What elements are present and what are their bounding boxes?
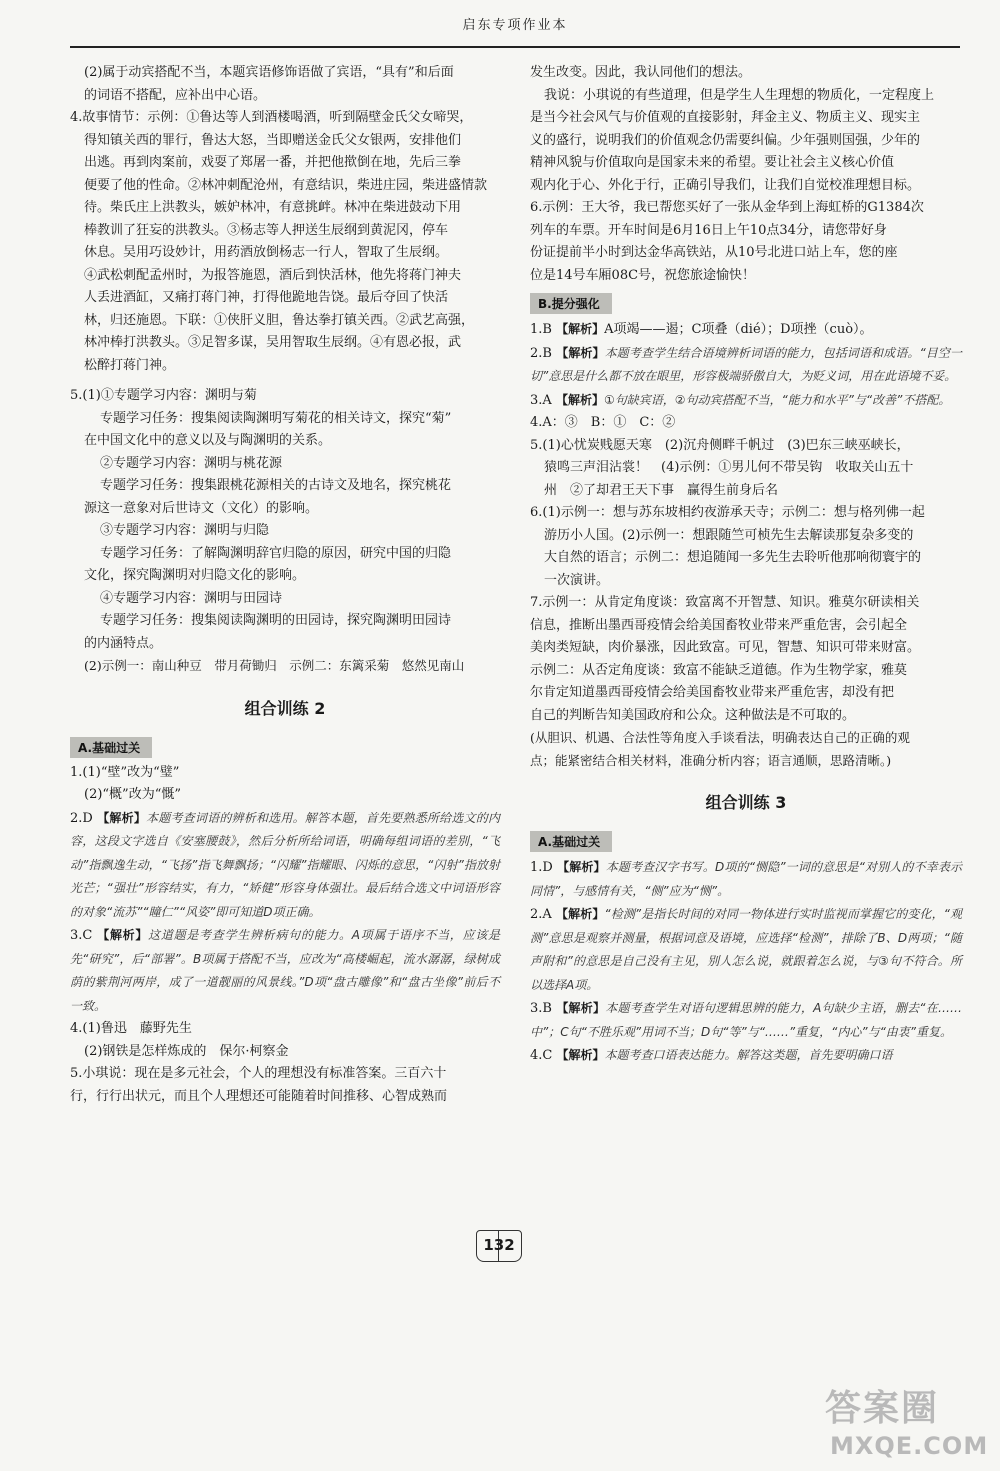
analysis-text: 本题考查学生结合语境辨析词语的能力，包括词语和成语。“目空一切”意思是什么都不放在眼里，形容极端骄傲自大，为贬义词，用在此语境不妥。 xyxy=(530,345,962,383)
answer-key: 4.C xyxy=(530,1048,553,1063)
analysis-label: 【解析】 xyxy=(97,810,147,825)
analysis-text: 本题考查汉字书写。D项的“恻隐”一词的意思是“对别人的不幸表示同情”，与感情有关，“侧”应为“恻”。 xyxy=(530,860,962,898)
section-badge: B.提分强化 xyxy=(530,293,612,314)
text-line: (2)钢铁是怎样炼成的 保尔·柯察金 xyxy=(84,1043,289,1059)
text-line: 人丢进酒缸，又痛打蒋门神，打得他跪地告饶。最后夺回了快活 xyxy=(84,290,449,305)
section-badge: A.基础过关 xyxy=(530,831,612,852)
text-line: 我说：小琪说的有些道理，但是学生人生理想的物质化，一定程度上 xyxy=(544,87,935,103)
analysis-text: 本题考查口语表达能力。解答这类题，首先要明确口语 xyxy=(604,1048,893,1062)
text-line: 得知镇关西的罪行，鲁达大怒，当即赠送金氏父女银两，安排他们 xyxy=(84,132,462,148)
text-line: 4.A：③ B：① C：② xyxy=(530,415,676,430)
watermark-url: MXQE.COM xyxy=(830,1432,989,1460)
text-line: 6.(1)示例一：想与苏东坡相约夜游承天寺；示例二：想与格列佛一起 xyxy=(530,505,925,520)
text-line: (2)示例一：南山种豆 带月荷锄归 示例二：东篱采菊 悠然见南山 xyxy=(84,658,465,673)
text-line: (2)“概”改为“慨” xyxy=(84,787,181,802)
text-line: (2)属于动宾搭配不当，本题宾语修饰语做了宾语，“具有”和后面 xyxy=(84,65,454,80)
text-line: 棒教训了狂妄的洪教头。③杨志等人押送生辰纲到黄泥冈，停车 xyxy=(84,222,449,238)
text-line: 的词语不搭配，应补出中心语。 xyxy=(84,87,267,103)
text-line: 便要了他的性命。②林冲刺配沧州，有意结识，柴进庄园，柴进盛情款 xyxy=(84,177,488,193)
text-line: 专题学习任务：搜集阅读陶渊明的田园诗，探究陶渊明田园诗 xyxy=(100,613,452,628)
analysis-label: 【解析】 xyxy=(556,1048,605,1062)
text-line: 大自然的语言；示例二：想追随闻一多先生去聆听他那响彻寰宇的 xyxy=(544,550,922,565)
text-line: 信息，推断出墨西哥疫情会给美国畜牧业带来严重危害，会引起全 xyxy=(530,617,908,633)
answer-item xyxy=(530,997,962,1044)
text-line: 林，归还施恩。下联：①侠肝义胆，鲁达拳打镇关西。②武艺高强， xyxy=(84,312,475,328)
text-line: 林冲棒打洪教头。③足智多谋，吴用智取生辰纲。④有恩必报，武 xyxy=(84,335,462,350)
text-line: 5.小琪说：现在是多元社会，个人的理想没有标准答案。三百六十 xyxy=(70,1066,447,1081)
text-line: 4.(1)鲁迅 藤野先生 xyxy=(70,1021,192,1036)
watermark xyxy=(800,1380,1000,1471)
text-line: 专题学习任务：了解陶渊明辞官归隐的原因，研究中国的归隐 xyxy=(100,545,452,561)
section-title: 组合训练 2 xyxy=(244,698,326,718)
text-line: ③专题学习内容：渊明与归隐 xyxy=(100,523,270,538)
text-line: 义的盛行，说明我们的价值观念仍需要纠偏。少年强则国强，少年的 xyxy=(530,132,921,148)
answer-item xyxy=(530,389,962,413)
text-line: 文化，探究陶渊明对归隐文化的影响。 xyxy=(84,568,306,583)
left-column xyxy=(70,62,500,1108)
text-line: 点；能紧密结合相关材料，准确分析内容；语言通顺，思路清晰。) xyxy=(530,752,892,768)
text-line: 待。柴氏庄上洪教头，嫉妒林冲，有意挑衅。林冲在柴进鼓动下用 xyxy=(84,200,462,215)
analysis-text: 这道题是考查学生辨析病句的能力。A项属于语序不当，应该是先“研究”，后“部署”。B项属于搭配不当，应改为“高楼崛起，流水潺潺，绿树成荫的紫荆河两岸，成了一道靓丽的风景线。”D项“盘古雕像”和“盘古坐像”前后不一致。 xyxy=(70,928,500,1013)
page-number-text: 132 xyxy=(483,1236,515,1254)
text-line: 休息。吴用巧设妙计，用药酒放倒杨志一行人，智取了生辰纲。 xyxy=(84,245,449,260)
analysis-label: 【解析】 xyxy=(557,860,606,874)
text-line: 1.(1)“壁”改为“璧” xyxy=(70,764,180,780)
text-line: (从胆识、机遇、合法性等角度入手谈看法，明确表达自己的正确的观 xyxy=(530,730,910,745)
answer-key: 2.B xyxy=(530,345,552,361)
text-line: 位是14号车厢08C号，祝您旅途愉快！ xyxy=(530,267,756,283)
text-line: 专题学习任务：搜集跟桃花源相关的古诗文及地名，探究桃花 xyxy=(100,478,452,493)
text-line: 自己的判断告知美国政府和公众。这种做法是不可取的。 xyxy=(530,707,856,723)
text-line: 猿鸣三声泪沾裳！ (4)示例：①男儿何不带吴钩 收取关山五十 xyxy=(544,460,914,475)
answer-key: 3.A xyxy=(530,392,552,408)
text-line: 的内涵特点。 xyxy=(84,635,163,651)
text-line: 行，行行出状元，而且个人理想还可能随着时间推移、心智成熟而 xyxy=(70,1088,448,1104)
text-line: 发生改变。因此，我认同他们的想法。 xyxy=(530,65,752,80)
answer-item xyxy=(530,318,962,342)
text-line: 5.(1)①专题学习内容：渊明与菊 xyxy=(70,388,257,403)
answer-item xyxy=(70,807,500,925)
text-line: 游历小人国。(2)示例一：想跟随竺可桢先生去解读那复杂多变的 xyxy=(544,527,914,543)
text-line: 源这一意象对后世诗文（文化）的影响。 xyxy=(84,500,319,516)
analysis-label: 【解析】 xyxy=(555,392,604,407)
right-column xyxy=(530,62,962,1068)
text-line: ②专题学习内容：渊明与桃花源 xyxy=(100,455,283,471)
answer-key: 2.A xyxy=(530,907,552,922)
answer-key: 3.B xyxy=(530,1001,552,1016)
analysis-text: ①句缺宾语，②句动宾搭配不当，“能力和水平”与“改善”不搭配。 xyxy=(603,392,951,407)
answer-key: 2.D xyxy=(70,810,93,826)
answer-key: 1.D xyxy=(530,860,553,875)
answer-key: 1.B xyxy=(530,322,552,337)
text-line: 4.故事情节：示例：①鲁达等人到酒楼喝酒，听到隔壁金氏父女啼哭， xyxy=(70,110,473,125)
text-line: 松醉打蒋门神。 xyxy=(84,357,176,373)
analysis-label: 【解析】 xyxy=(556,907,605,921)
answer-item xyxy=(530,342,962,389)
answer-item xyxy=(530,856,962,903)
text-line: 份证提前半小时到达金华高铁站，从10号北进口站上车，您的座 xyxy=(530,245,898,260)
answer-item xyxy=(70,924,500,1018)
text-line: 观内化于心、外化于行，正确引导我们，让我们自觉校准理想目标。 xyxy=(530,177,921,193)
analysis-text: 本题考查词语的辨析和选用。解答本题，首先要熟悉所给选文的内容，这段文字选自《安塞腰鼓》，然后分析所给词语，明确每组词语的差别，“飞动”指飘逸生动，“飞扬”指飞舞飘扬；“闪耀”指耀眼、闪烁的意思，“闪射”指放射光芒；“强壮”形容结实，有力，“矫健”形容身体强壮。最后结合选文中词语形容的对象“流苏”“瞳仁”“风姿”即可知道D项正确。 xyxy=(70,810,500,919)
analysis-text: 本题考查学生对语句逻辑思辨的能力，A句缺少主语，删去“在……中”；C句“不胜乐观”用词不当；D句“等”与“……”重复，“内心”与“由衷”重复。 xyxy=(530,1001,962,1039)
answer-item xyxy=(530,1044,962,1068)
text-line: 精神风貌与价值取向是国家未来的希望。要让社会主义核心价值 xyxy=(530,155,895,170)
text-line: ④武松刺配孟州时，为报答施恩，酒后到快活林，他先将蒋门神夫 xyxy=(84,267,462,283)
answer-item xyxy=(530,903,962,997)
text-line: 在中国文化中的意义以及与陶渊明的关系。 xyxy=(84,433,332,448)
text-line: 一次演讲。 xyxy=(544,572,610,588)
text-line: 美肉类短缺，肉价暴涨，因此致富。可见，智慧、知识可带来财富。 xyxy=(530,640,921,655)
text-line: 7.示例一：从肯定角度谈：致富离不开智慧、知识。雅莫尔研读相关 xyxy=(530,595,920,610)
answer-key: 3.C xyxy=(70,928,93,943)
running-header: 启东专项作业本 xyxy=(462,18,568,33)
analysis-label: 【解析】 xyxy=(556,322,605,336)
text-line: 专题学习任务：搜集阅读陶渊明写菊花的相关诗文，探究“菊” xyxy=(100,410,452,426)
text-line: 示例二：从否定角度谈：致富不能缺乏道德。作为生物学家，雅莫 xyxy=(530,662,908,678)
page-number xyxy=(476,1230,522,1262)
text-line: 列车的车票。开车时间是6月16日上午10点34分，请您带好身 xyxy=(530,222,887,238)
text-line: 是当今社会风气与价值观的直接影射，拜金主义、物质主义、现实主 xyxy=(530,110,921,125)
watermark-logo: 答案圈 xyxy=(825,1388,940,1429)
header-rule xyxy=(70,46,960,48)
text-line: ④专题学习内容：渊明与田园诗 xyxy=(100,590,283,606)
text-line: 出逃。再到肉案前，戏耍了郑屠一番，并把他揿倒在地，先后三拳 xyxy=(84,155,462,170)
text-line: 州 ②了却君王天下事 赢得生前身后名 xyxy=(544,482,779,498)
section-badge: A.基础过关 xyxy=(70,737,152,758)
text-line: 6.示例：王大爷，我已帮您买好了一张从金华到上海虹桥的G1384次 xyxy=(530,200,924,215)
analysis-label: 【解析】 xyxy=(556,345,605,360)
analysis-label: 【解析】 xyxy=(556,1001,606,1015)
text-line: 5.(1)心忧炭贱愿天寒 (2)沉舟侧畔千帆过 (3)巴东三峡巫峡长， xyxy=(530,437,910,453)
analysis-text: A项竭——遏；C项叠（dié）；D项挫（cuò）。 xyxy=(604,322,873,337)
analysis-text: “检测”是指长时间的对同一物体进行实时监视而掌握它的变化，“观测”意思是观察并测量，根据词意及语境，应选择“检测”，排除了B、D两项；“随声附和”的意思是自己没有主见，别人怎么说，就跟着怎么说，与③句不符合。所以选择A项。 xyxy=(530,907,962,992)
section-title: 组合训练 3 xyxy=(705,793,787,812)
text-line: 尔肯定知道墨西哥疫情会给美国畜牧业带来严重危害，却没有把 xyxy=(530,685,895,700)
analysis-label: 【解析】 xyxy=(97,928,149,942)
